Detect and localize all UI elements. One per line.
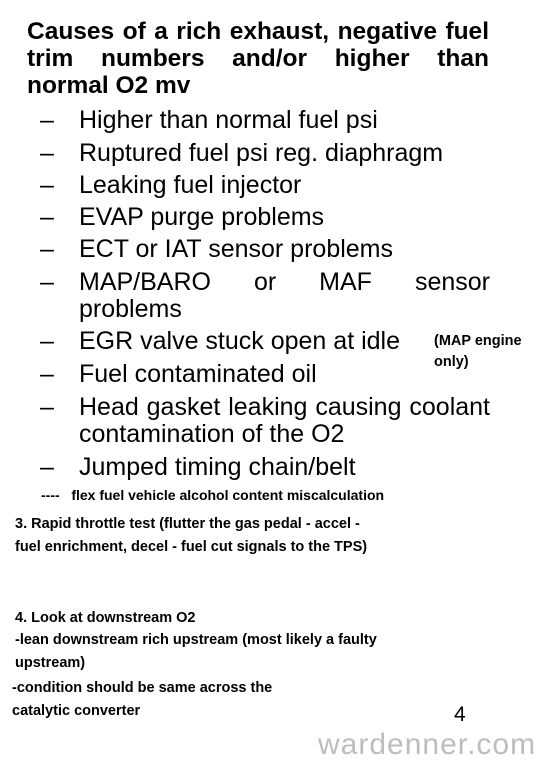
list-item-text: Leaking fuel injector — [79, 171, 302, 199]
dash-bullet: – — [40, 235, 54, 263]
list-item — [40, 394, 490, 448]
dash-bullet: – — [40, 453, 54, 481]
watermark: wardenner.com — [318, 728, 537, 761]
slide-title: Causes of a rich exhaust, negative fuel trim numbers and/or higher than normal O2 mv — [27, 18, 489, 99]
dash-bullet: – — [40, 327, 54, 355]
list-item-text: EGR valve stuck open at idle — [79, 327, 400, 355]
list-item-text: EVAP purge problems — [79, 203, 325, 231]
list-item-text: Jumped timing chain/belt — [79, 453, 356, 481]
map-engine-note: (MAP engine only) — [434, 333, 522, 370]
list-item — [40, 361, 490, 388]
list-item-text: ECT or IAT sensor problems — [79, 235, 394, 263]
step-3-note: 3. Rapid throttle test (flutter the gas pedal - accel - fuel enrichment, decel - fuel cut signals to the TPS) — [15, 516, 368, 555]
dash-bullet: – — [40, 139, 54, 167]
step-4-line-1: -lean downstream rich upstream (most likely a faulty upstream) — [15, 632, 377, 671]
list-item-text: Higher than normal fuel psi — [79, 106, 378, 134]
dash-bullet: – — [40, 106, 54, 134]
dash-bullet: – — [40, 203, 54, 231]
list-item-text: MAP/BARO or MAF sensor problems — [79, 268, 490, 323]
dash-bullet: – — [40, 393, 54, 421]
list-item-text: Head gasket leaking causing coolant contamination of the O2 — [79, 393, 490, 448]
dash-bullet: – — [40, 360, 54, 388]
list-item — [40, 236, 490, 263]
list-item — [40, 172, 490, 199]
list-item — [40, 269, 490, 323]
list-item — [40, 328, 440, 355]
list-item — [40, 204, 490, 231]
page-number: 4 — [454, 703, 466, 726]
list-item — [40, 107, 490, 134]
list-item — [40, 140, 490, 167]
list-item — [40, 454, 490, 481]
step-4-title: 4. Look at downstream O2 — [15, 610, 196, 626]
flex-fuel-note: ---- flex fuel vehicle alcohol content miscalculation — [41, 487, 385, 503]
list-item-text: Fuel contaminated oil — [79, 360, 317, 388]
dash-bullet: – — [40, 268, 54, 296]
list-item-text: Ruptured fuel psi reg. diaphragm — [79, 139, 444, 167]
dash-bullet: – — [40, 171, 54, 199]
step-4-line-2: -condition should be same across the catalytic converter — [12, 680, 273, 719]
